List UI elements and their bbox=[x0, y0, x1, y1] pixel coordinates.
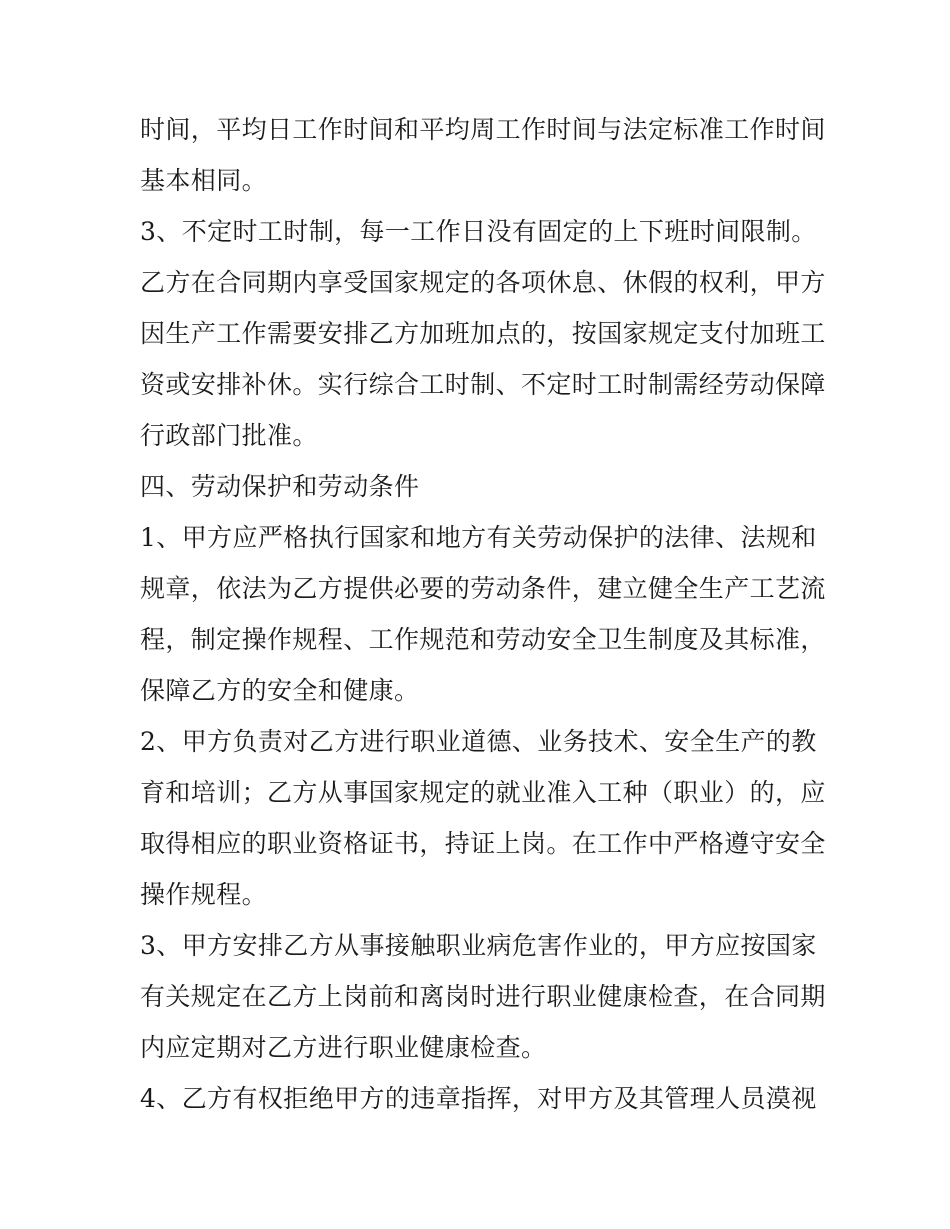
text-line: 乙方在合同期内享受国家规定的各项休息、休假的权利，甲方 bbox=[140, 268, 826, 297]
text-line: 1、甲方应严格执行国家和地方有关劳动保护的法律、法规和 bbox=[140, 523, 817, 552]
text-line: 取得相应的职业资格证书，持证上岗。在工作中严格遵守安全 bbox=[140, 829, 826, 858]
text-line: 有关规定在乙方上岗前和离岗时进行职业健康检查，在合同期 bbox=[140, 982, 826, 1011]
text-line: 资或安排补休。实行综合工时制、不定时工时制需经劳动保障 bbox=[140, 370, 826, 399]
text-line: 时间，平均日工作时间和平均周工作时间与法定标准工作时间 bbox=[140, 115, 826, 144]
section-heading: 四、劳动保护和劳动条件 bbox=[140, 472, 420, 501]
text-line: 2、甲方负责对乙方进行职业道德、业务技术、安全生产的教 bbox=[140, 727, 817, 756]
text-line: 操作规程。 bbox=[140, 880, 268, 909]
text-line: 基本相同。 bbox=[140, 166, 268, 195]
text-line: 4、乙方有权拒绝甲方的违章指挥，对甲方及其管理人员漠视 bbox=[140, 1084, 817, 1113]
text-line: 保障乙方的安全和健康。 bbox=[140, 676, 420, 705]
text-line: 3、甲方安排乙方从事接触职业病危害作业的，甲方应按国家 bbox=[140, 931, 817, 960]
text-line: 内应定期对乙方进行职业健康检查。 bbox=[140, 1033, 547, 1062]
text-line: 规章，依法为乙方提供必要的劳动条件，建立健全生产工艺流 bbox=[140, 574, 826, 603]
document-body bbox=[140, 104, 826, 1124]
text-line: 育和培训；乙方从事国家规定的就业准入工种（职业）的，应 bbox=[140, 778, 826, 807]
text-line: 行政部门批准。 bbox=[140, 421, 318, 450]
text-line: 程，制定操作规程、工作规范和劳动安全卫生制度及其标准， bbox=[140, 625, 826, 654]
text-line: 因生产工作需要安排乙方加班加点的，按国家规定支付加班工 bbox=[140, 319, 826, 348]
text-line: 3、不定时工时制，每一工作日没有固定的上下班时间限制。 bbox=[140, 217, 817, 246]
